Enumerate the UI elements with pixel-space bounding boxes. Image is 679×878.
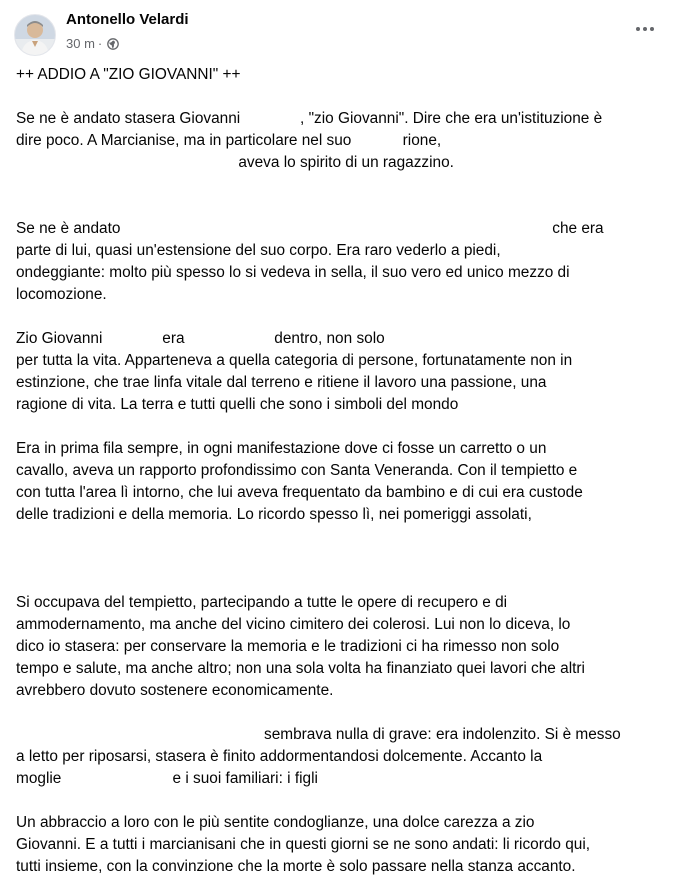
post-line: Se ne è andato che era <box>16 220 604 237</box>
post-title: ++ ADDIO A "ZIO GIOVANNI" ++ <box>16 66 241 83</box>
post-line: sembrava nulla di grave: era indolenzito. Si è messo <box>16 726 621 743</box>
avatar[interactable] <box>14 14 56 56</box>
post-line: aveva lo spirito di un ragazzino. <box>16 154 454 171</box>
post-line: tempo e salute, ma anche altro; non una sola volta ha finanziato quei lavori che altri <box>16 660 585 677</box>
post-time[interactable]: 30 m <box>66 36 95 51</box>
post-line: con tutta l'area lì intorno, che lui aveva frequentato da bambino e di cui era custode <box>16 484 583 501</box>
post-line: ragione di vita. La terra e tutti quelli che sono i simboli del mondo <box>16 396 459 413</box>
more-options-icon[interactable] <box>633 24 657 34</box>
post-line: parte di lui, quasi un'estensione del suo corpo. Era raro vederlo a piedi, <box>16 242 501 259</box>
post-line: Zio Giovanni era dentro, non solo <box>16 330 385 347</box>
post-line: per tutta la vita. Apparteneva a quella categoria di persone, fortunatamente non in <box>16 352 573 369</box>
post-line: avrebbero dovuto sostenere economicamente. <box>16 682 334 699</box>
post-line: estinzione, che trae linfa vitale dal terreno e ritiene il lavoro una passione, una <box>16 374 547 391</box>
post-line: Era in prima fila sempre, in ogni manifestazione dove ci fosse un carretto o un <box>16 440 547 457</box>
post-line: dico io stasera: per conservare la memoria e le tradizioni ci ha rimesso non solo <box>16 638 560 655</box>
post-line: Se ne è andato stasera Giovanni , "zio Giovanni". Dire che era un'istituzione è <box>16 110 603 127</box>
post-line: Giovanni. E a tutti i marcianisani che in questi giorni se ne sono andati: li ricordo qui, <box>16 836 591 853</box>
author-name[interactable]: Antonello Velardi <box>66 11 189 28</box>
post-line: a letto per riposarsi, stasera è finito addormentandosi dolcemente. Accanto la <box>16 748 543 765</box>
globe-icon[interactable] <box>107 38 119 50</box>
profile-photo <box>15 15 55 55</box>
post-line: ammodernamento, ma anche del vicino cimitero dei colerosi. Lui non lo diceva, lo <box>16 616 571 633</box>
meta-separator: · <box>97 36 103 51</box>
post-meta <box>66 36 119 51</box>
post-line: Un abbraccio a loro con le più sentite condoglianze, una dolce carezza a zio <box>16 814 535 831</box>
post-line: locomozione. <box>16 286 107 303</box>
post-line: moglie e i suoi familiari: i figli <box>16 770 318 787</box>
post-line: cavallo, aveva un rapporto profondissimo con Santa Veneranda. Con il tempietto e <box>16 462 578 479</box>
post-line: ondeggiante: molto più spesso lo si vedeva in sella, il suo vero ed unico mezzo di <box>16 264 570 281</box>
post-line: delle tradizioni e della memoria. Lo ricordo spesso lì, nei pomeriggi assolati, <box>16 506 532 523</box>
post-line: Si occupava del tempietto, partecipando a tutte le opere di recupero e di <box>16 594 508 611</box>
post-body <box>16 64 666 878</box>
post-line: dire poco. A Marcianise, ma in particolare nel suo rione, <box>16 132 442 149</box>
post-line: tutti insieme, con la convinzione che la morte è solo passare nella stanza accanto. <box>16 858 576 875</box>
